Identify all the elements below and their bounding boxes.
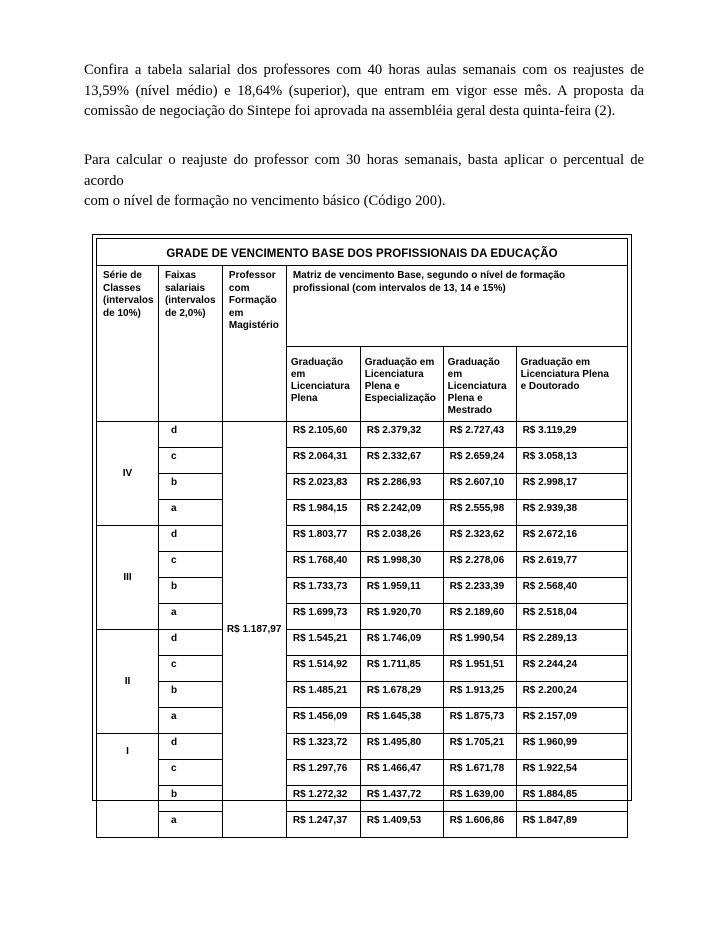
header-line: (intervalos (164, 295, 216, 306)
subheader-mestrado (443, 347, 516, 422)
faixa-cell: a (158, 604, 222, 630)
value-cell: R$ 2.619,77 (516, 552, 627, 578)
subheader-line: Licenciatura (290, 381, 350, 392)
faixa-cell: a (158, 812, 222, 838)
value-cell: R$ 1.485,21 (286, 682, 360, 708)
subheader-line: Licenciatura Plena (520, 369, 609, 380)
value-cell: R$ 1.951,51 (443, 656, 516, 682)
header-matriz (286, 266, 627, 347)
value-cell: R$ 1.913,25 (443, 682, 516, 708)
value-cell: R$ 1.272,32 (286, 786, 360, 812)
value-cell: R$ 1.959,11 (360, 578, 443, 604)
subheader-doutorado (516, 347, 627, 422)
faixa-cell: d (158, 422, 222, 448)
table-row (97, 630, 628, 656)
subheader-line: Plena e (364, 381, 400, 392)
value-cell: R$ 2.200,24 (516, 682, 627, 708)
subheader-line: Graduação em (520, 357, 591, 368)
faixa-cell: d (158, 734, 222, 760)
value-cell: R$ 2.157,09 (516, 708, 627, 734)
class-label: I (97, 734, 159, 838)
subheader-line: Licenciatura (364, 369, 424, 380)
header-line: profissional (com intervalos de 13, 14 e 15%) (292, 282, 506, 294)
value-cell: R$ 1.733,73 (286, 578, 360, 604)
value-cell: R$ 1.922,54 (516, 760, 627, 786)
intro-paragraph (84, 60, 644, 122)
faixa-cell: c (158, 656, 222, 682)
value-cell: R$ 1.247,37 (286, 812, 360, 838)
header-line: salariais (164, 282, 206, 294)
value-cell: R$ 3.119,29 (516, 422, 627, 448)
value-cell: R$ 1.545,21 (286, 630, 360, 656)
class-label: III (97, 526, 159, 630)
value-cell: R$ 1.960,99 (516, 734, 627, 760)
value-cell: R$ 2.998,17 (516, 474, 627, 500)
header-line: com (228, 282, 250, 294)
subheader-line: Graduação (447, 357, 500, 368)
table-row (97, 786, 628, 812)
value-cell: R$ 2.189,60 (443, 604, 516, 630)
table-row (97, 604, 628, 630)
value-cell: R$ 2.332,67 (360, 448, 443, 474)
value-cell: R$ 1.746,09 (360, 630, 443, 656)
table-row (97, 812, 628, 838)
faixa-cell: c (158, 760, 222, 786)
value-cell: R$ 1.437,72 (360, 786, 443, 812)
value-cell: R$ 2.659,24 (443, 448, 516, 474)
header-line: de 2,0%) (164, 307, 206, 319)
header-line: em (228, 307, 244, 319)
faixa-cell: b (158, 682, 222, 708)
value-cell: R$ 1.456,09 (286, 708, 360, 734)
header-line: Faixas (164, 270, 197, 281)
table-row (97, 656, 628, 682)
table-row (97, 526, 628, 552)
faixa-cell: b (158, 786, 222, 812)
instruction-paragraph (84, 150, 644, 212)
value-cell: R$ 1.678,29 (360, 682, 443, 708)
subheader-especializacao (360, 347, 443, 422)
instruction-line: Para calcular o reajuste do professor com 30 horas semanais, basta aplicar o percentual de acordo (84, 152, 644, 189)
value-cell: R$ 1.645,38 (360, 708, 443, 734)
intro-line: comissão de negociação do Sintepe foi aprovada na assembléia geral desta quinta-feira (2). (84, 103, 616, 119)
value-cell: R$ 1.671,78 (443, 760, 516, 786)
table-row (97, 422, 628, 448)
header-line: Magistério (228, 320, 279, 331)
faixa-cell: d (158, 526, 222, 552)
value-cell: R$ 2.244,24 (516, 656, 627, 682)
header-line: Série de (103, 270, 142, 281)
subheader-line: Licenciatura (447, 381, 507, 392)
table-row (97, 448, 628, 474)
table-row (97, 682, 628, 708)
table-row (97, 578, 628, 604)
value-cell: R$ 2.023,83 (286, 474, 360, 500)
faixa-cell: a (158, 708, 222, 734)
faixa-cell: c (158, 448, 222, 474)
value-cell: R$ 1.495,80 (360, 734, 443, 760)
table-caption: GRADE DE VENCIMENTO BASE DOS PROFISSIONAIS DA EDUCAÇÃO (97, 239, 628, 266)
faixa-cell: b (158, 474, 222, 500)
intro-line: 13,59% (nível médio) e 18,64% (superior), que entram em vigor esse mês. A proposta da (84, 82, 644, 99)
value-cell: R$ 2.289,13 (516, 630, 627, 656)
table-row (97, 500, 628, 526)
header-line: Professor (228, 270, 276, 281)
value-cell: R$ 1.920,70 (360, 604, 443, 630)
value-cell: R$ 2.939,38 (516, 500, 627, 526)
value-cell: R$ 1.639,00 (443, 786, 516, 812)
value-cell: R$ 1.409,53 (360, 812, 443, 838)
subheader-line: em (447, 369, 463, 380)
subheader-line: em (290, 369, 306, 380)
header-faixas (158, 266, 222, 422)
value-cell: R$ 2.286,93 (360, 474, 443, 500)
header-line: de 10%) (103, 307, 141, 319)
subheader-line: Mestrado (447, 405, 493, 416)
subheader-line: e Doutorado (520, 381, 580, 392)
faixa-cell: b (158, 578, 222, 604)
value-cell: R$ 1.711,85 (360, 656, 443, 682)
header-line: (intervalos (103, 295, 154, 306)
value-cell: R$ 1.323,72 (286, 734, 360, 760)
subheader-line: Plena (290, 393, 318, 404)
value-cell: R$ 1.514,92 (286, 656, 360, 682)
value-cell: R$ 1.990,54 (443, 630, 516, 656)
value-cell: R$ 1.875,73 (443, 708, 516, 734)
value-cell: R$ 2.278,06 (443, 552, 516, 578)
subheader-line: Graduação (290, 357, 344, 368)
value-cell: R$ 1.847,89 (516, 812, 627, 838)
table-row (97, 760, 628, 786)
value-cell: R$ 2.242,09 (360, 500, 443, 526)
value-cell: R$ 1.466,47 (360, 760, 443, 786)
faixa-cell: d (158, 630, 222, 656)
value-cell: R$ 2.568,40 (516, 578, 627, 604)
value-cell: R$ 2.607,10 (443, 474, 516, 500)
value-cell: R$ 1.998,30 (360, 552, 443, 578)
header-professor (222, 266, 286, 422)
table-row (97, 708, 628, 734)
value-cell: R$ 2.064,31 (286, 448, 360, 474)
class-label: II (97, 630, 159, 734)
salary-table (96, 238, 628, 838)
value-cell: R$ 1.768,40 (286, 552, 360, 578)
value-cell: R$ 3.058,13 (516, 448, 627, 474)
value-cell: R$ 2.672,16 (516, 526, 627, 552)
value-cell: R$ 1.884,85 (516, 786, 627, 812)
subheader-licenciatura (286, 347, 360, 422)
value-cell: R$ 2.038,26 (360, 526, 443, 552)
value-cell: R$ 2.105,60 (286, 422, 360, 448)
header-line: Classes (103, 282, 141, 294)
value-cell: R$ 2.518,04 (516, 604, 627, 630)
instruction-line: com o nível de formação no vencimento básico (Código 200). (84, 193, 446, 209)
faixa-cell: c (158, 552, 222, 578)
faixa-cell: a (158, 500, 222, 526)
value-cell: R$ 2.727,43 (443, 422, 516, 448)
value-cell: R$ 1.699,73 (286, 604, 360, 630)
subheader-line: Graduação em (364, 357, 435, 368)
table-row (97, 474, 628, 500)
value-cell: R$ 1.705,21 (443, 734, 516, 760)
professor-value: R$ 1.187,97 (222, 422, 286, 838)
table-row (97, 552, 628, 578)
value-cell: R$ 1.984,15 (286, 500, 360, 526)
subheader-line: Plena e (447, 393, 483, 404)
subheader-line: Especialização (364, 393, 436, 404)
value-cell: R$ 2.233,39 (443, 578, 516, 604)
class-label: IV (97, 422, 159, 526)
header-serie (97, 266, 159, 422)
value-cell: R$ 2.555,98 (443, 500, 516, 526)
table-row (97, 734, 628, 760)
header-line: Formação (228, 295, 277, 306)
value-cell: R$ 2.379,32 (360, 422, 443, 448)
intro-line: Confira a tabela salarial dos professores com 40 horas aulas semanais com os reajustes de (84, 62, 644, 78)
value-cell: R$ 2.323,62 (443, 526, 516, 552)
value-cell: R$ 1.606,86 (443, 812, 516, 838)
value-cell: R$ 1.297,76 (286, 760, 360, 786)
header-line: Matriz de vencimento Base, segundo o nível de formação (292, 270, 566, 281)
value-cell: R$ 1.803,77 (286, 526, 360, 552)
